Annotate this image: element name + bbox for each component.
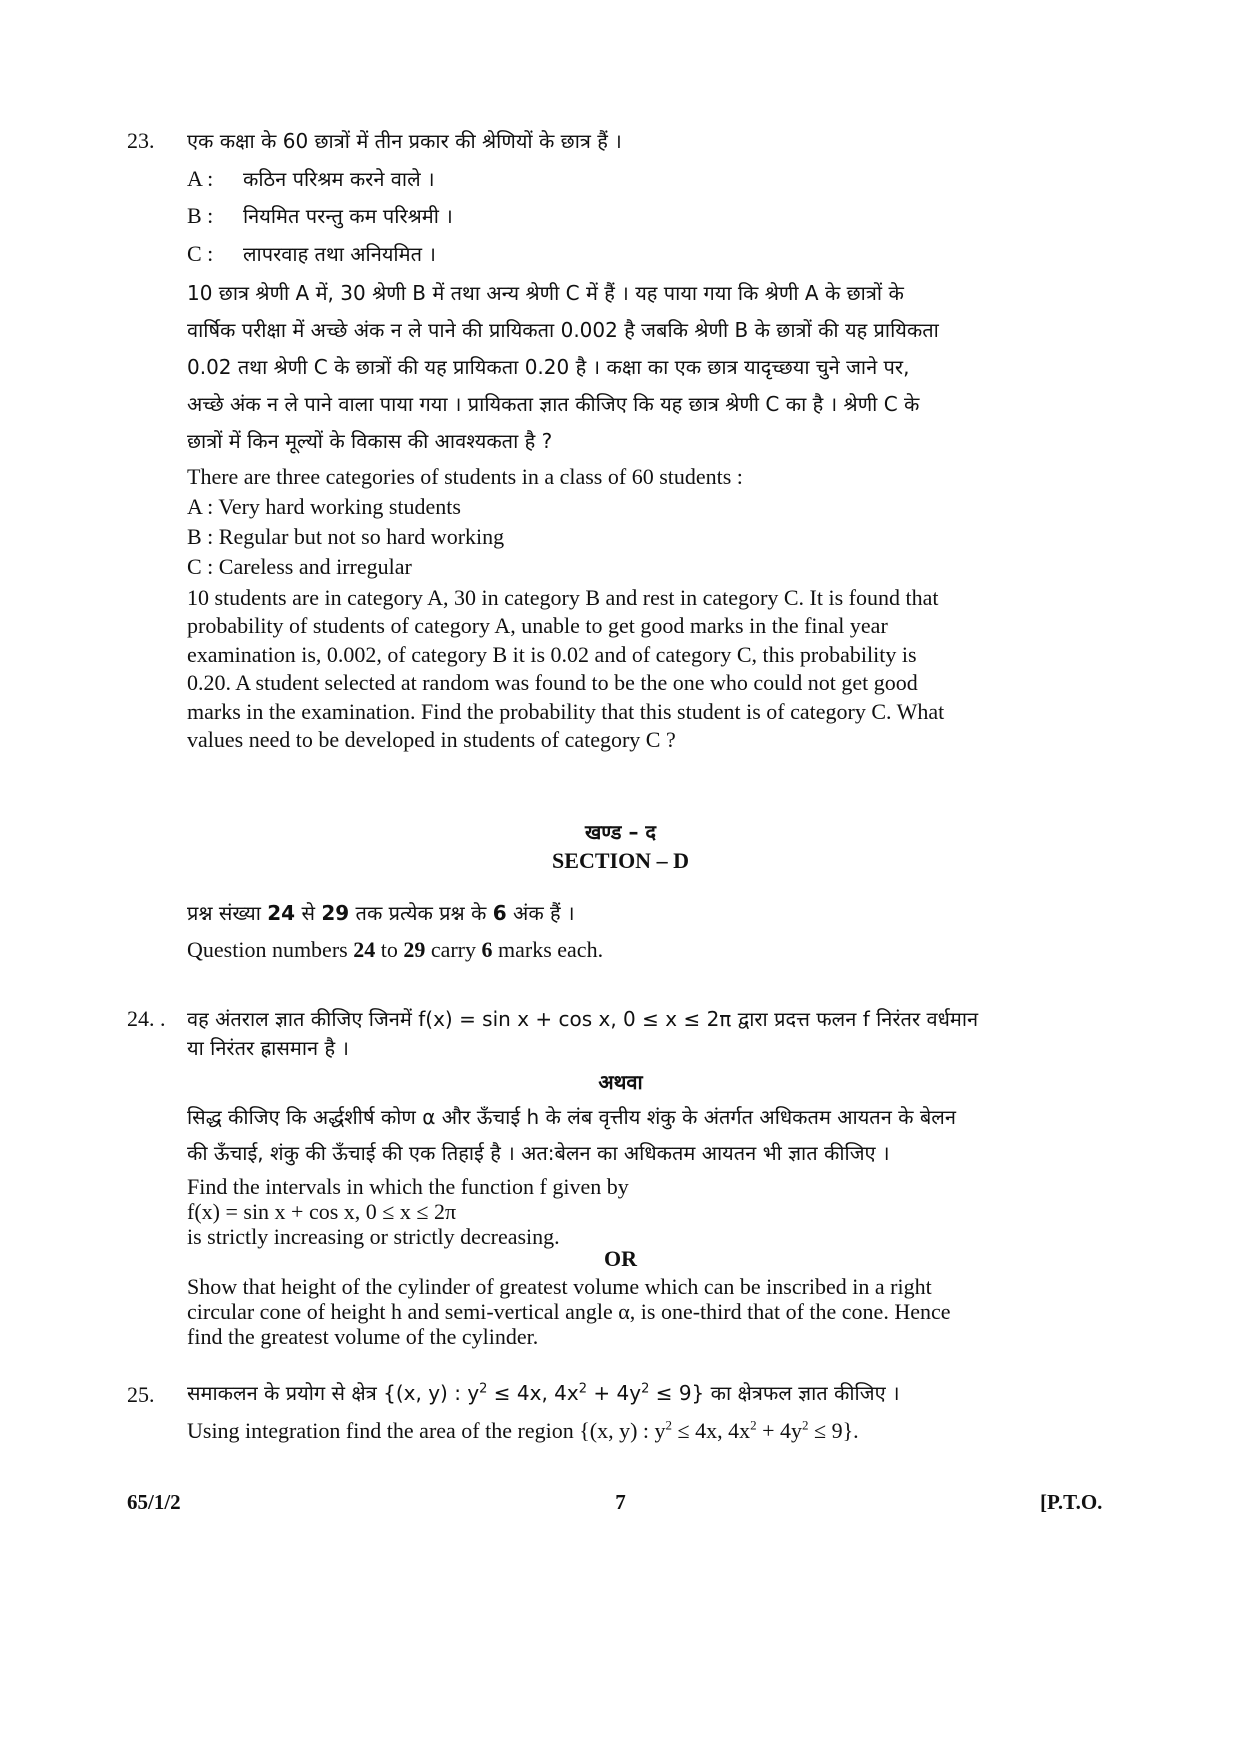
q23-english-body-line: values need to be developed in students of category C ? <box>187 727 676 752</box>
option-text: नियमित परन्तु कम परिश्रमी । <box>243 204 453 228</box>
q24-hindi-line: वह अंतराल ज्ञात कीजिए जिनमें f(x) = sin x + cos x, 0 ≤ x ≤ 2π द्वारा प्रदत्त फलन f निरंतर वर्धमान <box>187 1007 979 1031</box>
q23-hindi-body-line: अच्छे अंक न ले पाने वाला पाया गया । प्रायिकता ज्ञात कीजिए कि यह छात्र श्रेणी C का है । श्रेणी C के <box>187 392 920 416</box>
q23-hindi-option-c <box>187 240 436 267</box>
q24-english-alt-line: Show that height of the cylinder of greatest volume which can be inscribed in a right <box>187 1274 932 1299</box>
q24-english-alt-line: circular cone of height h and semi-vertical angle α, is one-third that of the cone. Hence <box>187 1299 951 1324</box>
q24-hindi-alt-line: की ऊँचाई, शंकु की ऊँचाई की एक तिहाई है । अत:बेलन का अधिकतम आयतन भी ज्ञात कीजिए । <box>187 1141 890 1165</box>
paper-code: 65/1/2 <box>127 1490 181 1514</box>
q24-hindi-alt-line: सिद्ध कीजिए कि अर्द्धशीर्ष कोण α और ऊँचाई h के लंब वृत्तीय शंकु के अंतर्गत अधिकतम आयतन के बेलन <box>187 1105 956 1129</box>
option-text: कठिन परिश्रम करने वाले । <box>243 167 435 191</box>
q23-hindi-body-line: छात्रों में किन मूल्यों के विकास की आवश्यकता है ? <box>187 429 553 453</box>
option-label: C : <box>187 241 214 266</box>
q23-hindi-body-line: 10 छात्र श्रेणी A में, 30 श्रेणी B में तथा अन्य श्रेणी C में हैं । यह पाया गया कि श्रेणी A के छात्रों के <box>187 281 904 305</box>
q23-hindi-option-b <box>187 202 453 229</box>
q25-number: 25. <box>127 1382 155 1407</box>
q23-number: 23. <box>127 128 155 153</box>
q23-english-option-b: B : Regular but not so hard working <box>187 524 505 549</box>
q24-number: 24. . <box>127 1006 166 1031</box>
page-number: 7 <box>615 1490 626 1514</box>
q24-english-line: is strictly increasing or strictly decreasing. <box>187 1224 560 1249</box>
q23-english-intro: There are three categories of students in a class of 60 students : <box>187 464 743 489</box>
option-label: A : <box>187 166 214 191</box>
q23-english-option-c: C : Careless and irregular <box>187 554 412 579</box>
option-label: B : <box>187 203 214 228</box>
q24-english-or: OR <box>604 1246 637 1271</box>
q24-english-line: Find the intervals in which the function f given by <box>187 1174 629 1199</box>
q24-english-alt-line: find the greatest volume of the cylinder. <box>187 1324 539 1349</box>
q23-hindi-body-line: वार्षिक परीक्षा में अच्छे अंक न ले पाने की प्रायिकता 0.002 है जबकि श्रेणी B के छात्रों की यह प्रायिकता <box>187 318 939 342</box>
q23-english-option-a: A : Very hard working students <box>187 494 461 519</box>
q23-english-body-line: marks in the examination. Find the probability that this student is of category C. What <box>187 699 945 724</box>
q23-english-body-line: 0.20. A student selected at random was found to be the one who could not get good <box>187 670 918 695</box>
section-hindi-title: खण्ड – द <box>584 820 657 844</box>
section-english-instruction: Question numbers 24 to 29 carry 6 marks each. <box>187 937 604 962</box>
option-text: लापरवाह तथा अनियमित । <box>243 242 436 266</box>
q25-english-line: Using integration find the area of the region {(x, y) : $y^2 \le 4x$, $4x^2 + 4y^2 \le 9$}. <box>187 1417 859 1443</box>
section-english-title: SECTION – D <box>552 848 689 873</box>
q23-english-body-line: 10 students are in category A, 30 in category B and rest in category C. It is found that <box>187 585 939 610</box>
q23-english-body-line: probability of students of category A, unable to get good marks in the final year <box>187 613 888 638</box>
q25-hindi-line: समाकलन के प्रयोग से क्षेत्र {(x, y) : $y^2 \le 4x$, $4x^2 + 4y^2 \le 9$} का क्षेत्रफल ज्ञात कीजिए । <box>187 1381 900 1405</box>
pto-label: [P.T.O. <box>1040 1490 1103 1514</box>
q23-hindi-intro: एक कक्षा के 60 छात्रों में तीन प्रकार की श्रेणियों के छात्र हैं । <box>187 129 622 153</box>
q24-hindi-line: या निरंतर ह्रासमान है । <box>187 1036 350 1060</box>
q24-hindi-or: अथवा <box>598 1070 643 1094</box>
q23-hindi-option-a <box>187 165 435 192</box>
q23-english-body-line: examination is, 0.002, of category B it is 0.02 and of category C, this probability is <box>187 642 917 667</box>
q24-english-formula: f(x) = sin x + cos x, 0 ≤ x ≤ 2π <box>187 1199 457 1224</box>
section-hindi-instruction: प्रश्न संख्या 24 से 29 तक प्रत्येक प्रश्न के 6 अंक हैं । <box>187 901 575 925</box>
q23-hindi-body-line: 0.02 तथा श्रेणी C के छात्रों की यह प्रायिकता 0.20 है । कक्षा का एक छात्र यादृच्छया चुने जाने पर, <box>187 355 910 379</box>
